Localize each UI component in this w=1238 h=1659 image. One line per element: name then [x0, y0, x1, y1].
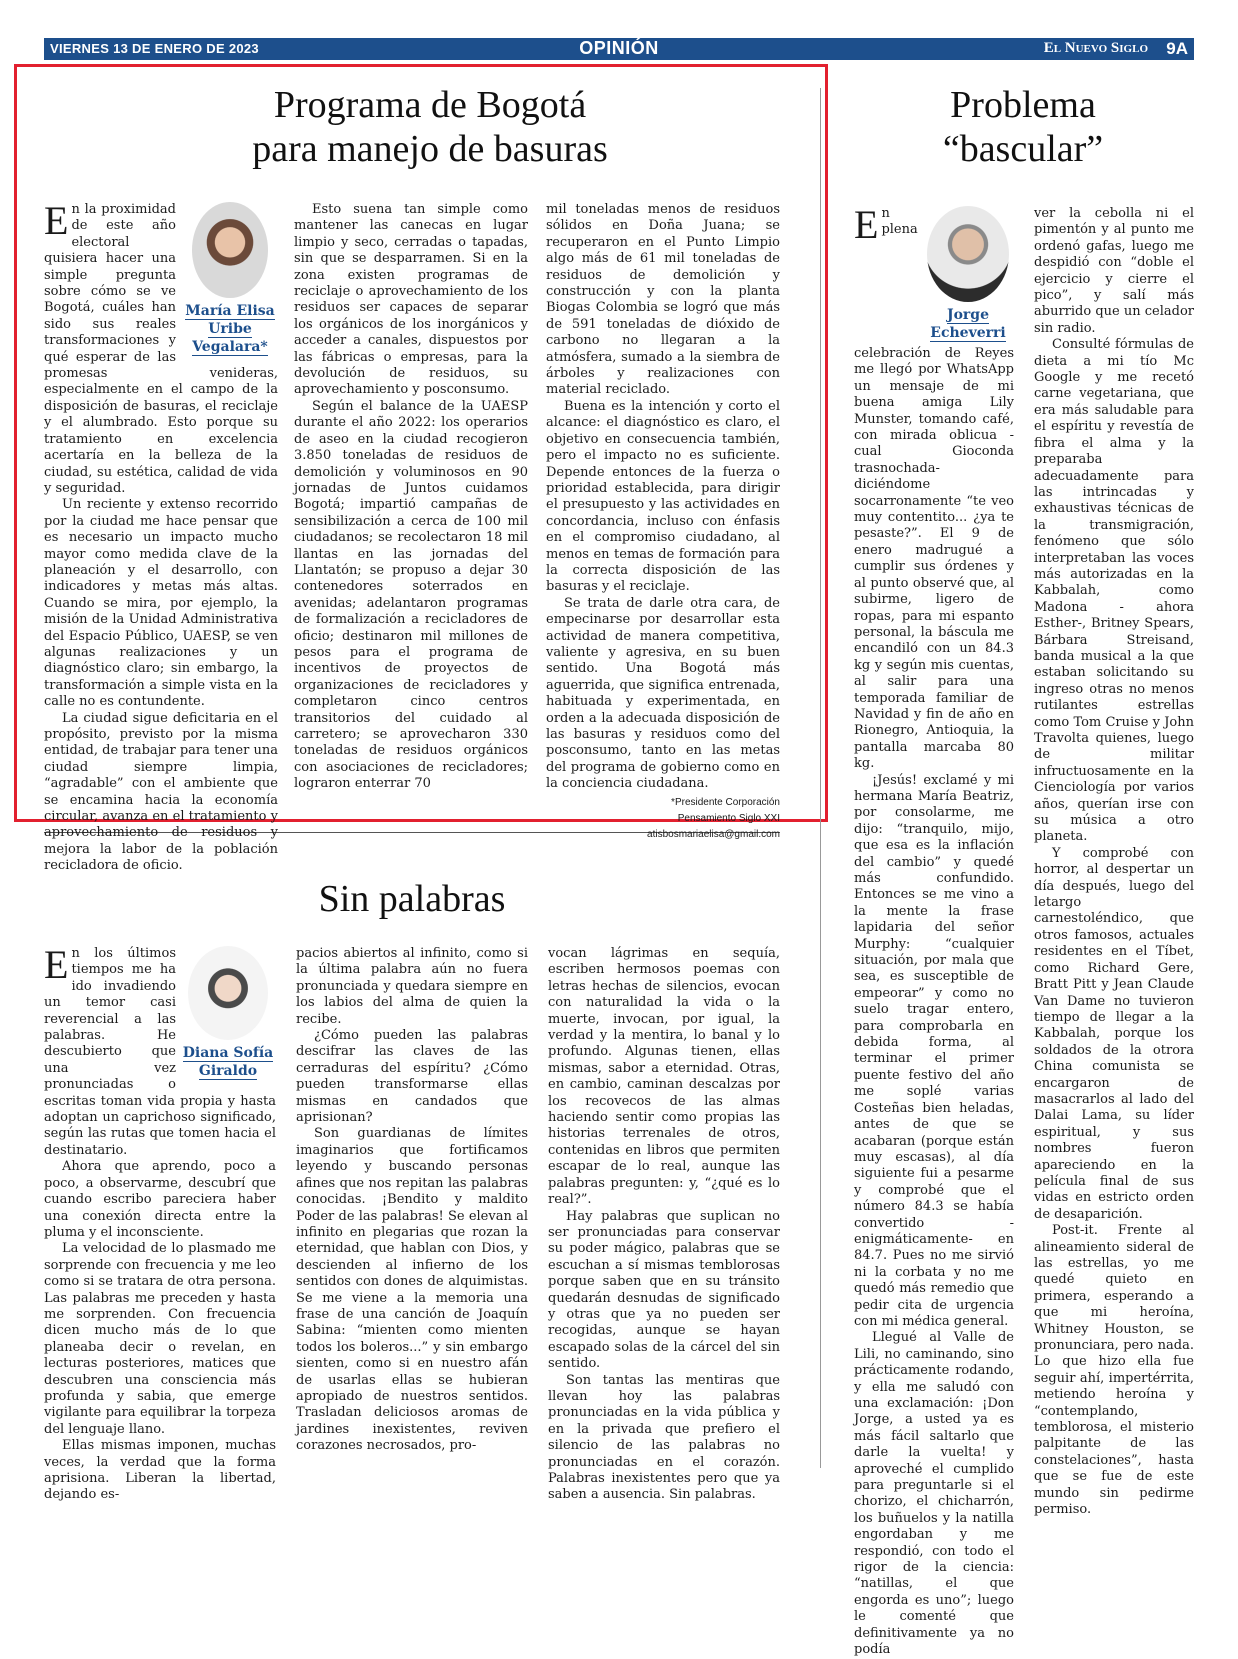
article1-column-2	[294, 202, 528, 793]
article2-title	[840, 84, 1206, 171]
article2-column-1	[854, 202, 1014, 1659]
paragraph: Llegué al Valle de Lili, no caminando, sino prácticamente rodando, y ella me saludó con una exclamación: ¡Don Jorge, a usted ya es más fácil saltarlo que darle la vuelta! y aproveché el cumplido para preguntarle si el chorizo, el chicharrón, los buñuelos y la natilla engordaban y me respondió, con todo el rigor de la ciencia: “natillas, el que engorda es uno”; luego le comenté que definitivamente ya no podía	[854, 1330, 1014, 1658]
article3-column-2	[296, 946, 528, 1455]
article3-column-3	[548, 946, 780, 1504]
article3-column-1	[44, 942, 276, 1504]
author-name: Jorge Echeverri	[930, 307, 1006, 341]
article1-column-1	[44, 198, 278, 875]
article1-author-block	[182, 202, 278, 356]
signoff-line: Pensamiento Siglo XXI	[677, 812, 780, 824]
paragraph: Ellas mismas imponen, muchas veces, la verdad que la forma aprisiona. Liberan la libertad, dejando es-	[44, 1438, 276, 1503]
paragraph: Son guardianas de límites imaginarios que fortificamos leyendo y buscando personas afines que nos repitan las palabras conocidas. ¡Bendito y maldito Poder de las palabras! Se elevan al infinito en plegarias que rozan la eternidad, que hablan con Dios, y descienden al infierno de los sentidos con dones de alquimistas. Se me viene a la memoria una frase de una canción de Joaquín Sabina: “mienten como mienten todos los boleros...” y sin embargo sienten, como si en nuestro afán de usarlas ellas se hubieran apropiado de nuestros sentidos. Trasladan deliciosos aromas de jardines inexistentes, reviven corazones necrosados, pro-	[296, 1126, 528, 1454]
newspaper-name: El Nuevo Siglo	[1043, 40, 1148, 56]
author-signoff	[546, 795, 780, 843]
paragraph: Se trata de darle otra cara, de empecinarse por desarrollar esta actividad de manera competitiva, valiente y agresiva, en su buen sentido. Una Bogotá más aguerrida, que significa entrenada, habituada y experimentada, en orden a la adecuada disposición de las basuras y residuos como del posconsumo, tanto en las metas del programa de gobierno como en la conciencia ciudadana.	[546, 595, 780, 792]
paragraph: ¿Cómo pueden las palabras descifrar las claves de las cerraduras del espíritu? ¿Cómo pueden transformarse ellas mismas en candados que aprisionan?	[296, 1028, 528, 1126]
article2-author-block	[922, 206, 1014, 342]
author-email: atisbosmariaelisa@gmail.com	[647, 828, 780, 840]
paragraph: mil toneladas menos de residuos sólidos en Doña Juana; se recuperaron en el Punto Limpio algo más de 61 mil toneladas de residuos de demolición y construcción y con la planta Biogas Colombia se logró que más de 591 toneladas de dióxido de carbono no llegaran a la atmósfera, sumado a la siembra de árboles y realizaciones con material reciclado.	[546, 202, 780, 398]
drop-cap: E	[44, 198, 69, 243]
paragraph: Hay palabras que suplican no ser pronunciadas para conservar su poder mágico, palabras que se escuchan a sí mismas temblorosas porque saben que en su tránsito quedarán desnudas de significado y otras que ya no pueden ser recogidas, aunque se hayan escapado solas de la cárcel del sin sentido.	[548, 1208, 780, 1372]
paragraph: Según el balance de la UAESP durante el año 2022: los operarios de aseo en la ciudad recogieron 3.850 toneladas de residuos de demolición y voluminosos en 90 jornadas de Juntos cuidamos Bogotá; impartió campañas de sensibilización a cerca de 100 mil ciudadanos; se recolectaron 18 mil llantas en las jornadas del Llantatón; se propuso a dejar 30 contenedores soterrados en avenidas; adelantaron programas de formalización a recicladores de oficio; destinaron mil millones de pesos para el programa de incentivos de proyectos de organizaciones de recicladores y completaron cinco centros transitorios del cuidado al carretero; se aprovecharon 330 toneladas de residuos orgánicos con asociaciones de recicladores; lograron enterrar 70	[294, 398, 528, 792]
drop-cap: E	[854, 202, 879, 247]
article2-title-line1: Problema	[950, 84, 1096, 126]
paragraph: Ahora que aprendo, poco a poco, a observarme, descubrí que cuando escribo pareciera haber una conexión directa entre la pluma y el inconsciente.	[44, 1159, 276, 1240]
paragraph: pacios abiertos al infinito, como si la última palabra aún no fuera pronunciada y quedara siempre en los labios del alma de quien la recibe.	[296, 946, 528, 1027]
author-name: Diana Sofía Giraldo	[182, 1045, 274, 1079]
paragraph: Post-it. Frente al alineamiento sideral de las estrellas, yo me quedé quieto en primera, esperando a que mi heroína, Whitney Houston, se pronunciara, pero nada. Lo que hizo ella fue seguir ahí, impertérrita, metiendo heroína y “contemplando, temblorosa, el misterio palpitante de las constelaciones”, hasta que se fue de este mundo sin pedirme permiso.	[1034, 1223, 1194, 1518]
author-name: María Elisa Uribe Vegalara*	[185, 303, 275, 355]
author-photo	[192, 202, 268, 298]
paragraph: Un reciente y extenso recorrido por la ciudad me hace pensar que es necesario un impacto mucho mayor como medida clave de la planeación y el desarrollo, con indicadores y metas más altas. Cuando se mira, por ejemplo, la misión de la Unidad Administrativa del Espacio Público, UAESP, se ven algunas realizaciones y un diagnóstico claro; sin embargo, la transformación a simple vista en la calle no es contundente.	[44, 497, 278, 710]
page-number: 9A	[1166, 39, 1188, 58]
article1-title-line2: para manejo de basuras	[252, 127, 608, 170]
article1-column-3	[546, 202, 780, 843]
paragraph: Consulté fórmulas de dieta a mi tío Mc Google y me recetó carne vegetariana, que era más saludable para el espíritu y revestía de fibra el alma y la preparaba adecuadamente para las intrincadas y exhaustivas técnicas de la transmigración, fenómeno que sólo interpretaban las voces más autorizadas en la Kabbalah, como Madona - ahora Esther-, Britney Spears, Bárbara Streisand, banda musical a la que estaban solicitando su ingreso otras no menos rutilantes estrellas como Tom Cruise y John Travolta quienes, luego de militar infructuosamente en la Cienciología por varios años, querían irse con su música a otro planeta.	[1034, 337, 1194, 845]
signoff-line: *Presidente Corporación	[671, 796, 780, 808]
paragraph: Y comprobé con horror, al despertar un día después, luego del letargo carnestoléndico, que otros famosos, actuales residentes en el Tíbet, como Richard Gere, Bratt Pitt y Jean Claude Van Dame no tuvieron tiempo de llegar a la Kabbalah, porque los soldados de la otrora China comunista se encargaron de masacrarlos al lado del Dalai Lama, su líder espiritual, y sus nombres fueron apareciendo en la película final de sus vidas en estricto orden de desaparición.	[1034, 845, 1194, 1222]
author-photo	[188, 946, 268, 1040]
paragraph: En los últimos tiempos me ha ido invadiendo un temor casi reverencial a las palabras. He descubierto que una vez pronunciadas o escritas toman vida propia y hasta adoptan un caprichoso significado, según las rutas que tomen hacia el destinatario.	[44, 942, 276, 1158]
column-divider-vertical	[820, 88, 821, 1468]
section-title: OPINIÓN	[579, 38, 659, 58]
paragraph: Buena es la intención y corto el alcance: el diagnóstico es claro, el objetivo en consecuencia también, pero el impacto no es suficiente. Depende entonces de la fuerza o prioridad establecida, para dirigir el presupuesto y las actividades en concordancia, incluso con énfasis en el compromiso ciudadano, al menos en temas de formación para la correcta disposición de las basuras y el reciclaje.	[546, 398, 780, 595]
paragraph: Son tantas las mentiras que llevan hoy las palabras pronunciadas en la vida pública y en la privada que prefiero el silencio de las palabras no pronunciadas en el corazón. Palabras inexistentes pero que ya saben a ausencia. Sin palabras.	[548, 1372, 780, 1503]
paragraph: La ciudad sigue deficitaria en el propósito, previsto por la misma entidad, de trabajar para tener una ciudad siempre limpia, “agradable” con el ambiente que se encamina hacia la economía circular, avanza en el tratamiento y aprovechamiento de residuos y mejora la labor de la población recicladora de oficio.	[44, 710, 278, 874]
author-photo	[927, 206, 1009, 302]
paragraph: La velocidad de lo plasmado me sorprende con frecuencia y me leo como si se tratara de otra persona. Las palabras me preceden y hasta me sorprenden. Con frecuencia dicen mucho más de lo que planeaba decir o revelan, en lecturas posteriores, matices que descubren una consciencia más profunda y sabia, que emerge vigilante para equilibrar la torpeza del lenguaje llano.	[44, 1241, 276, 1437]
article3-author-block	[180, 946, 276, 1080]
paragraph: En plena celebración de Reyes me llegó por WhatsApp un mensaje de mi buena amiga Lily Munster, tomando café, con mirada oblicua -cual Gioconda trasnochada- diciéndome socarronamente “te veo muy contentito... ¿ya te pesaste?”. El 9 de enero madrugué a cumplir sus órdenes y al punto observé que, al subirme, ligero de ropas, para mi espanto personal, la báscula me encandiló con un 84.3 kg y según mis cuentas, al salir para una temporada familiar de Navidad y fin de año en Rionegro, Antioquia, la pantalla marcaba 80 kg.	[854, 202, 1014, 772]
paragraph: ¡Jesús! exclamé y mi hermana María Beatriz, por consolarme, me dijo: “tranquilo, mijo, que esa es la inflación del cambio” y quedé más confundido. Entonces se me vino a la mente la frase lapidaria del señor Murphy: “cualquier situación, por mala que sea, es susceptible de empeorar” y como no suelo tragar entero, para comprobarla en debida forma, al terminar el primer puente festivo del año me soplé varias Costeñas bien heladas, antes de que se acabaran (porque están muy escasas), al día siguiente fui a pesarme y comprobé que el número 84.3 se había convertido -enigmáticamente- en 84.7. Pues no me sirvió ni la corbata y no me quedó más remedio que pedir cita de urgencia con mi médica general.	[854, 772, 1014, 1329]
paragraph: ver la cebolla ni el pimentón y al punto me ordenó gafas, luego me despidió con “doble el ejercicio y cierre el pico”, y salí más aburrido que un celador sin radio.	[1034, 206, 1194, 336]
article1-title-line1: Programa de Bogotá	[273, 84, 587, 126]
issue-date: VIERNES 13 DE ENERO DE 2023	[50, 41, 259, 56]
paragraph: Esto suena tan simple como mantener las canecas en lugar limpio y seco, cerradas o tapadas, sin que se desparramen. Si en la zona existen programas de reciclaje o aprovechamiento de los residuos ser capaces de separar los orgánicos de los inorgánicos y acceder a canales, dispuestos por las fábricas o empresas, para la devolución de residuos, su aprovechamiento y posconsumo.	[294, 202, 528, 398]
article2-title-line2: “bascular”	[942, 127, 1104, 170]
article3-title: Sin palabras	[318, 878, 506, 920]
article1-title	[40, 84, 820, 171]
page-header-bar	[44, 38, 1194, 60]
paragraph: En la proximidad de este año electoral quisiera hacer una simple pregunta sobre cómo se ve Bogotá, cuáles han sido sus reales transformaciones y qué esperar de las promesas venideras, especialmente en el campo de la disposición de basuras, el reciclaje y el alumbrado. Esto porque su tratamiento en excelencia acertaría en la belleza de la ciudad, su estética, calidad de vida y seguridad.	[44, 198, 278, 496]
paragraph: vocan lágrimas en sequía, escriben hermosos poemas con letras hechas de silencios, evocan con naturalidad la vida o la muerte, invocan, por igual, la verdad y la mentira, lo banal y lo profundo. Algunas tienen, ellas mismas, sabor a eternidad. Otras, en cambio, caminan descalzas por los recovecos de las almas haciendo sentir como propias las historias terrenales de otros, contenidas en libros que permiten escapar de lo real, aunque las palabras pregunten: y, “¿qué es lo real?”.	[548, 946, 780, 1208]
drop-cap: E	[44, 942, 69, 987]
article2-column-2	[1034, 206, 1194, 1519]
